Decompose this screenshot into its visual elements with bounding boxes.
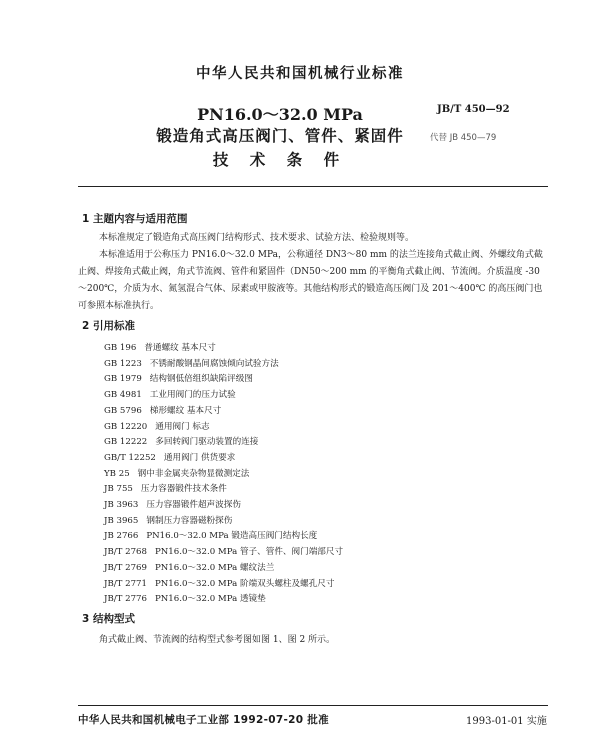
- reference-title: PN16.0～32.0 MPa 透镜垫: [155, 594, 266, 605]
- reference-item: [104, 561, 274, 573]
- reference-title: 钢中非金属夹杂物显微测定法: [137, 468, 250, 479]
- reference-code: GB 1223: [104, 358, 142, 369]
- reference-code: JB/T 2776: [104, 594, 147, 605]
- replaces-standard: 代替 JB 450—79: [430, 133, 497, 143]
- reference-item: [104, 372, 253, 384]
- reference-item: [104, 357, 279, 369]
- section-3-paragraph: 角式截止阀、节流阀的结构型式参考图如图 1、图 2 所示。: [99, 635, 336, 645]
- reference-code: JB 3963: [104, 500, 139, 510]
- title-subject: 锻造角式高压阀门、管件、紧固件: [156, 127, 404, 145]
- reference-item: [104, 482, 227, 494]
- reference-code: GB 1979: [104, 374, 142, 385]
- reference-title: 钢制压力容器磁粉探伤: [146, 515, 233, 526]
- reference-item: [104, 529, 317, 541]
- header-divider: [78, 186, 548, 187]
- reference-title: 工业用阀门的压力试验: [149, 390, 236, 401]
- effective-date: 1993-01-01 实施: [466, 716, 547, 727]
- title-technical-conditions: 技 术 条 件: [212, 151, 348, 169]
- reference-item: [104, 388, 236, 400]
- section-1-heading: 1 主题内容与适用范围: [82, 213, 188, 225]
- reference-title: PN16.0～32.0 MPa 管子、管件、阀门端部尺寸: [155, 547, 344, 558]
- reference-title: 普通螺纹 基本尺寸: [144, 343, 216, 353]
- title-pressure-range: PN16.0～32.0 MPa: [197, 105, 363, 124]
- reference-item: [104, 577, 334, 589]
- reference-title: 通用阀门 标志: [155, 421, 210, 432]
- reference-item: [104, 341, 216, 353]
- reference-item: [104, 467, 249, 479]
- section-1-paragraph-2: 本标准适用于公称压力 PN16.0～32.0 MPa，公称通径 DN3～80 mm 的法兰连接角式截止阀、外螺纹角式截止阀、焊接角式截止阀，角式节流阀、管件和紧固件（DN50～200 mm 的平衡角式截止阀、节流阀。介质温度 -30～200℃，介质为水、氮氢混合气体、尿素或甲胺液等。其他结构形式的锻造高压阀门及 201～400℃ 的高压阀门也可参照本标准执行。: [78, 250, 543, 311]
- reference-item: [104, 498, 241, 510]
- reference-code: JB 755: [104, 484, 133, 495]
- reference-code: GB 5796: [104, 405, 142, 416]
- reference-title: 不锈耐酸钢晶间腐蚀倾向试验方法: [149, 358, 279, 369]
- reference-item: [104, 451, 235, 463]
- reference-item: [104, 435, 258, 447]
- reference-title: 压力容器锻件技术条件: [140, 484, 227, 495]
- reference-title: PN16.0～32.0 MPa 螺纹法兰: [155, 562, 275, 573]
- reference-item: [104, 404, 221, 416]
- reference-code: JB 3965: [104, 515, 139, 526]
- reference-code: YB 25: [104, 468, 130, 479]
- reference-title: 通用阀门 供货要求: [163, 452, 236, 463]
- reference-title: PN16.0～32.0 MPa 锻造高压阀门结构长度: [146, 531, 318, 542]
- reference-item: [104, 592, 266, 604]
- reference-code: GB 196: [104, 343, 137, 353]
- section-1-paragraph-1: 本标准规定了锻造角式高压阀门结构形式、技术要求、试验方法、检验规则等。: [99, 233, 415, 243]
- approval-date: 中华人民共和国机械电子工业部 1992-07-20 批准: [78, 714, 329, 726]
- reference-code: JB/T 2771: [104, 578, 147, 589]
- reference-code: GB/T 12252: [104, 452, 156, 463]
- reference-item: [104, 514, 232, 526]
- section-2-heading: 2 引用标准: [82, 320, 135, 332]
- reference-title: 压力容器锻件超声波探伤: [146, 500, 241, 510]
- footer-divider: [78, 705, 548, 706]
- issuing-body: 中华人民共和国机械行业标准: [196, 66, 404, 82]
- reference-title: PN16.0～32.0 MPa 阶端双头螺柱及螺孔尺寸: [155, 578, 335, 589]
- reference-code: JB/T 2769: [104, 562, 147, 573]
- reference-item: [104, 420, 210, 432]
- section-3-heading: 3 结构型式: [82, 613, 135, 625]
- reference-code: GB 12220: [104, 421, 148, 432]
- reference-title: 结构钢低倍组织缺陷评级图: [149, 374, 253, 385]
- reference-title: 多回转阀门驱动装置的连接: [155, 437, 259, 448]
- reference-title: 梯形螺纹 基本尺寸: [149, 405, 222, 416]
- reference-code: GB 12222: [104, 437, 148, 448]
- standard-number: JB/T 450—92: [437, 104, 510, 115]
- reference-item: [104, 545, 343, 557]
- reference-code: JB 2766: [104, 531, 139, 542]
- reference-code: GB 4981: [104, 390, 142, 401]
- reference-code: JB/T 2768: [104, 547, 147, 558]
